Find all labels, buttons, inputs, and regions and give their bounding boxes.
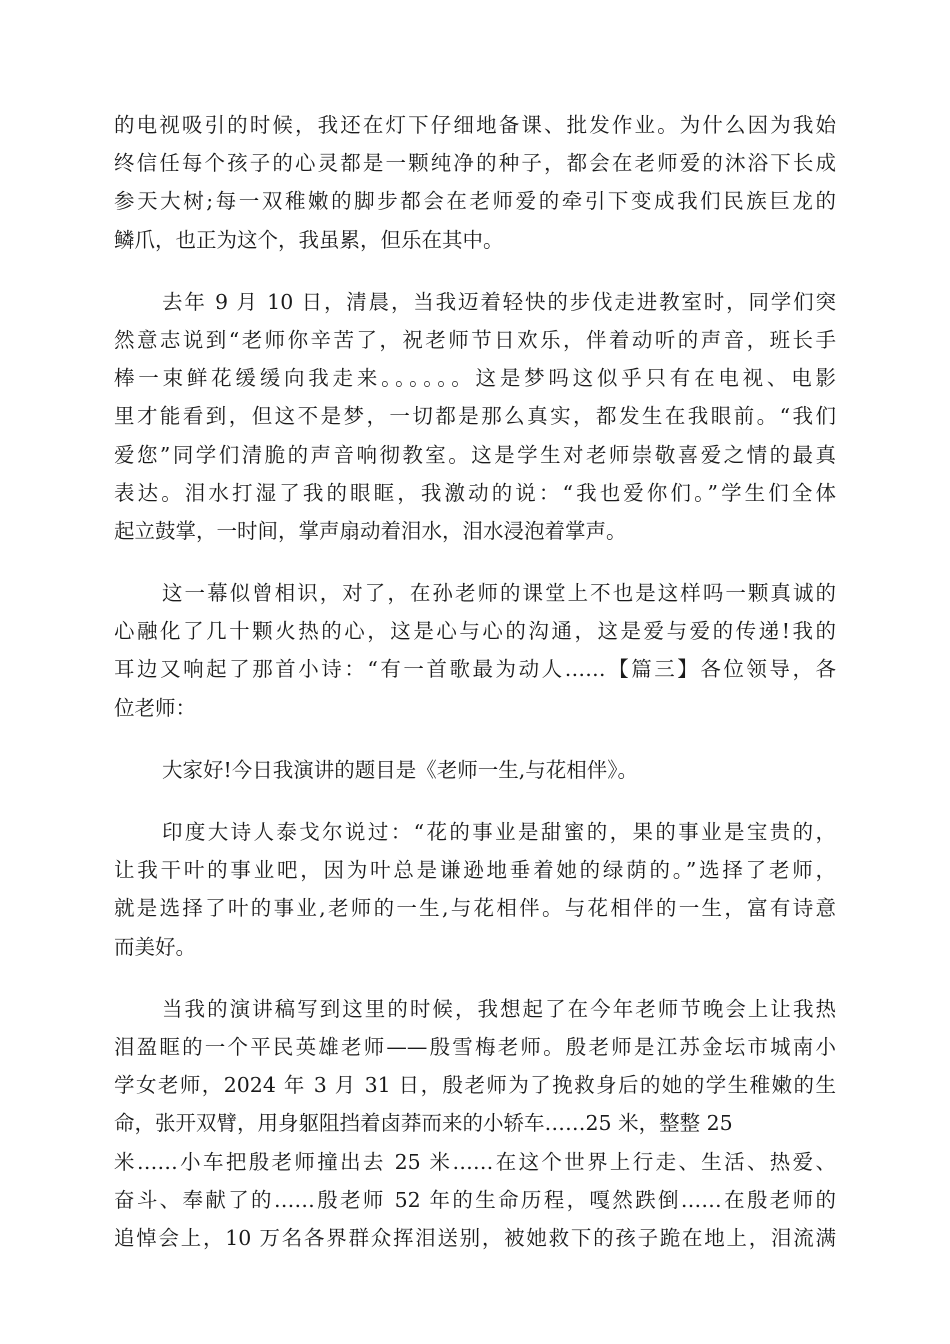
document-body bbox=[114, 106, 836, 1257]
text-line: 去年 9 月 10 日，清晨，当我迈着轻快的步伐走进教室时，同学们突 bbox=[162, 289, 836, 314]
text-line: 棒一束鲜花缓缓向我走来。。。。。。这是梦吗这似乎只有在电视、电影 bbox=[114, 366, 836, 391]
paragraph bbox=[114, 574, 836, 727]
text-line: 当我的演讲稿写到这里的时候，我想起了在今年老师节晚会上让我热 bbox=[162, 996, 836, 1021]
paragraph bbox=[114, 751, 836, 789]
text-line: 泪盈眶的一个平民英雄老师——殷雪梅老师。殷老师是江苏金坛市城南小 bbox=[114, 1034, 836, 1059]
text-line: 位老师： bbox=[114, 695, 196, 720]
text-line: 心融化了几十颗火热的心，这是心与心的沟通，这是爱与爱的传递!我的 bbox=[114, 619, 836, 644]
paragraph bbox=[114, 106, 836, 259]
text-line: 米……小车把殷老师撞出去 25 米……在这个世界上行走、生活、热爱、 bbox=[114, 1149, 836, 1174]
paragraph bbox=[114, 813, 836, 966]
text-line: 命，张开双臂，用身躯阻挡着卤莽而来的小轿车……25 米，整整 25 bbox=[114, 1111, 733, 1136]
paragraph bbox=[114, 990, 836, 1257]
text-line: 学女老师，2024 年 3 月 31 日，殷老师为了挽救身后的她的学生稚嫩的生 bbox=[114, 1073, 836, 1098]
text-line: 终信任每个孩子的心灵都是一颗纯净的种子，都会在老师爱的沐浴下长成 bbox=[114, 151, 836, 176]
text-line: 爱您”同学们清脆的声音响彻教室。这是学生对老师崇敬喜爱之情的最真 bbox=[114, 442, 836, 467]
text-line: 大家好!今日我演讲的题目是《老师一生,与花相伴》。 bbox=[162, 757, 639, 782]
text-line: 的电视吸引的时候，我还在灯下仔细地备课、批发作业。为什么因为我始 bbox=[114, 113, 836, 137]
text-line: 表达。泪水打湿了我的眼眶，我激动的说：“我也爱你们。”学生们全体 bbox=[114, 480, 836, 505]
text-line: 追悼会上，10 万名各界群众挥泪送别，被她救下的孩子跪在地上，泪流满 bbox=[114, 1225, 836, 1250]
paragraph bbox=[114, 283, 836, 550]
text-line: 起立鼓掌，一时间，掌声扇动着泪水，泪水浸泡着掌声。 bbox=[114, 518, 627, 543]
text-line: 鳞爪，也正为这个，我虽累，但乐在其中。 bbox=[114, 227, 504, 252]
text-line: 然意志说到“老师你辛苦了，祝老师节日欢乐，伴着动听的声音，班长手 bbox=[114, 327, 836, 352]
text-line: 耳边又响起了那首小诗：“有一首歌最为动人……【篇三】各位领导，各 bbox=[114, 657, 836, 682]
text-line: 而美好。 bbox=[114, 934, 196, 959]
text-line: 就是选择了叶的事业,老师的一生,与花相伴。与花相伴的一生，富有诗意 bbox=[114, 896, 836, 921]
text-line: 印度大诗人泰戈尔说过：“花的事业是甜蜜的，果的事业是宝贵的， bbox=[162, 820, 836, 844]
text-line: 参天大树;每一双稚嫩的脚步都会在老师爱的牵引下变成我们民族巨龙的 bbox=[114, 189, 836, 214]
text-line: 让我干叶的事业吧，因为叶总是谦逊地垂着她的绿荫的。”选择了老师， bbox=[114, 858, 836, 883]
text-line: 里才能看到，但这不是梦，一切都是那么真实，都发生在我眼前。“我们 bbox=[114, 404, 836, 429]
text-line: 这一幕似曾相识，对了，在孙老师的课堂上不也是这样吗一颗真诚的 bbox=[162, 581, 836, 606]
text-line: 奋斗、奉献了的……殷老师 52 年的生命历程，嘎然跌倒……在殷老师的 bbox=[114, 1187, 836, 1212]
